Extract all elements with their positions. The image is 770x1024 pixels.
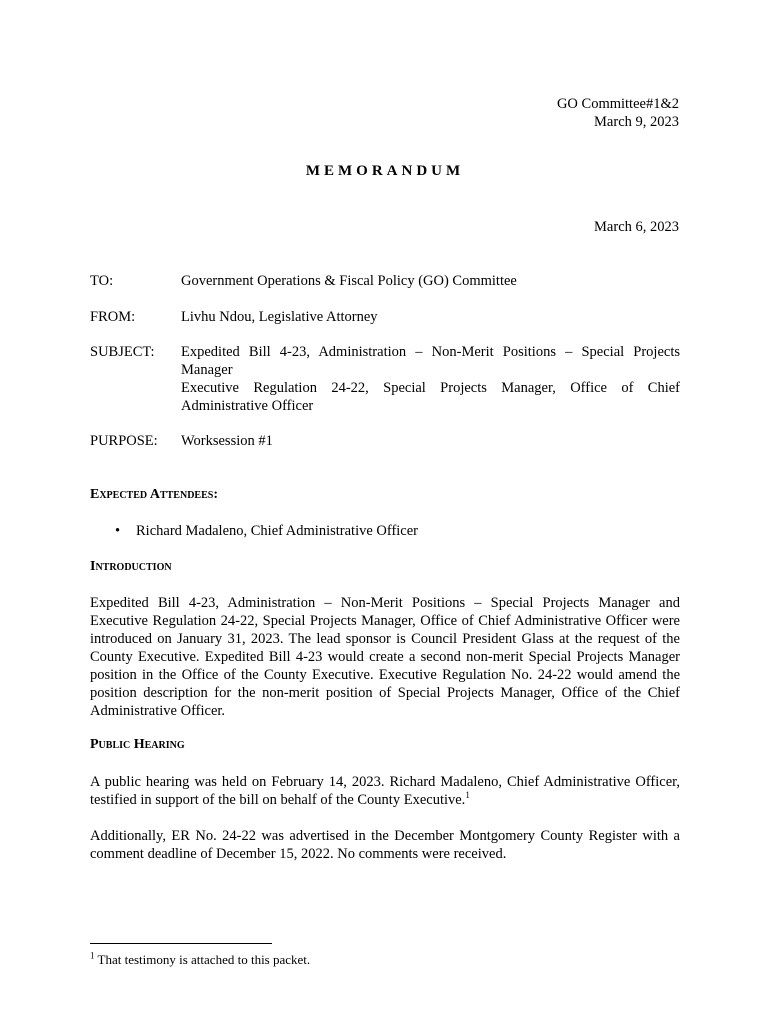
attendees-heading: Expected Attendees: bbox=[90, 487, 218, 502]
from-field bbox=[90, 308, 680, 326]
purpose-field bbox=[90, 432, 680, 450]
footnote-number: 1 bbox=[90, 950, 95, 961]
subject-line-2: Manager bbox=[181, 362, 233, 378]
to-label: TO: bbox=[90, 273, 114, 289]
public-hearing-text: A public hearing was held on February 14, 2023. Richard Madaleno, Chief Administrative Officer, testified in support of the bill on behalf of the County Executive. bbox=[90, 774, 680, 808]
from-value: Livhu Ndou, Legislative Attorney bbox=[181, 309, 378, 325]
footnote-text: That testimony is attached to this packet. bbox=[94, 952, 311, 967]
public-hearing-heading: Public Hearing bbox=[90, 737, 185, 752]
introduction-heading: Introduction bbox=[90, 559, 172, 574]
footnote-reference[interactable]: 1 bbox=[465, 790, 470, 801]
bullet-icon: • bbox=[115, 523, 121, 539]
additional-paragraph: Additionally, ER No. 24-22 was advertised in the December Montgomery County Register with a comment deadline of December 15, 2022. No comments were received. bbox=[90, 828, 680, 862]
to-value: Government Operations & Fiscal Policy (GO) Committee bbox=[181, 273, 517, 289]
subject-label: SUBJECT: bbox=[90, 344, 155, 360]
attendees-list bbox=[115, 523, 418, 540]
footnote bbox=[90, 952, 310, 968]
purpose-label: PURPOSE: bbox=[90, 433, 158, 449]
to-field bbox=[90, 272, 680, 290]
subject-field bbox=[90, 343, 680, 415]
meeting-date: March 9, 2023 bbox=[594, 114, 679, 130]
purpose-value: Worksession #1 bbox=[181, 433, 273, 449]
from-label: FROM: bbox=[90, 309, 136, 325]
public-hearing-paragraph bbox=[90, 773, 680, 809]
subject-line-4: Administrative Officer bbox=[181, 398, 314, 414]
committee-reference: GO Committee#1&2 bbox=[556, 96, 679, 112]
introduction-paragraph: Expedited Bill 4-23, Administration – Non-Merit Positions – Special Projects Manager and Executive Regulation 24-22, Special Projects Manager, Office of Chief Administrative Officer were introduced on January 31, 2023. The lead sponsor is Council President Glass at the request of the County Executive. Expedited Bill 4-23 would create a second non-merit Special Projects Manager position in the Office of the County Executive. Executive Regulation No. 24-22 would amend the position description for the non-merit position of Special Projects Manager, Office of the Chief Administrative Officer. bbox=[90, 595, 680, 719]
header-block bbox=[557, 95, 679, 131]
footnote-divider bbox=[90, 943, 272, 944]
attendee-name: Richard Madaleno, Chief Administrative Officer bbox=[136, 523, 418, 539]
list-item bbox=[115, 523, 418, 540]
memo-date: March 6, 2023 bbox=[594, 219, 679, 235]
subject-line-3: Executive Regulation 24-22, Special Projects Manager, Office of Chief bbox=[181, 380, 680, 396]
subject-value bbox=[181, 343, 680, 415]
memo-title: MEMORANDUM bbox=[305, 163, 465, 179]
subject-line-1: Expedited Bill 4-23, Administration – Non-Merit Positions – Special Projects bbox=[181, 344, 680, 360]
